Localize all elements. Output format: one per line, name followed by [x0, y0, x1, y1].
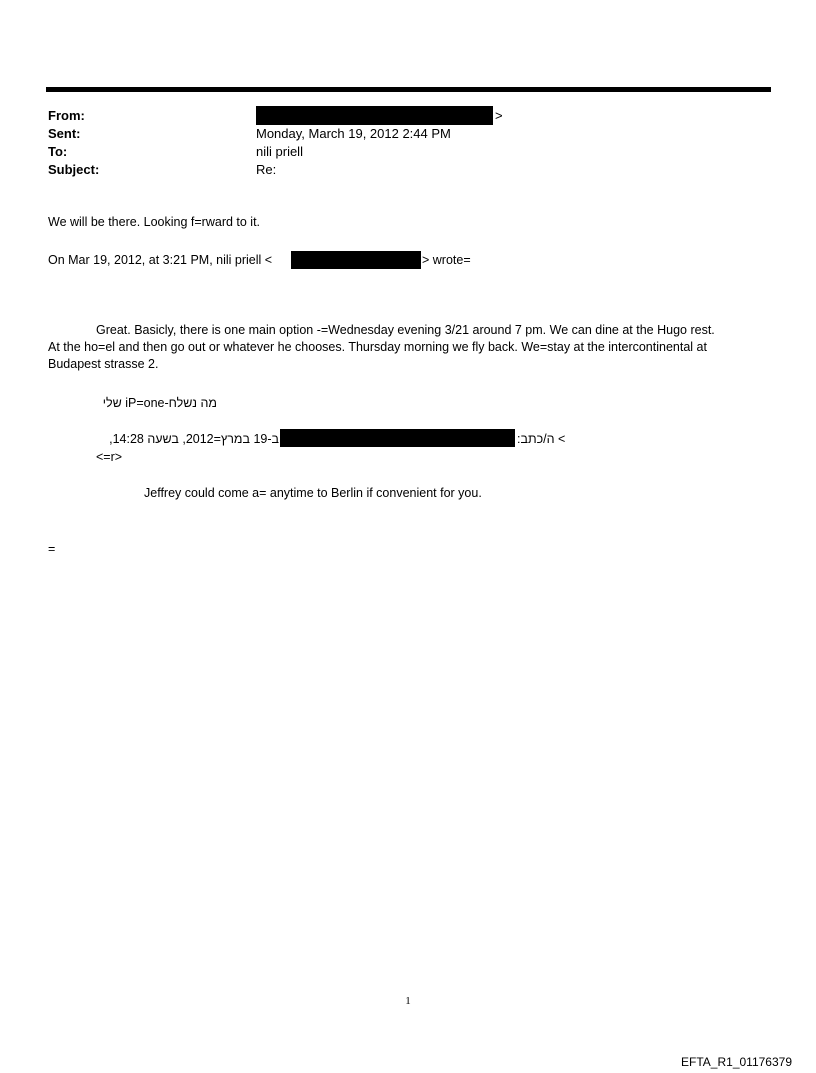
reply-line: We will be there. Looking f=rward to it.	[48, 215, 261, 229]
sent-value: Monday, March 19, 2012 2:44 PM	[256, 126, 451, 141]
main-para-line1: Great. Basicly, there is one main option -=Wednesday evening 3/21 around 7 pm. We can dine at the Hugo rest.	[96, 323, 715, 337]
subject-value: Re:	[256, 162, 277, 177]
quote-intro-prefix: On Mar 19, 2012, at 3:21 PM, nili priell <	[48, 253, 273, 267]
hebrew-intro-right: > ה/כתב:	[517, 432, 566, 446]
sent-label: Sent:	[48, 126, 81, 141]
inner-quote: Jeffrey could come a= anytime to Berlin if convenient for you.	[144, 486, 482, 500]
redacted-hebrew-email	[280, 429, 515, 447]
page-number: 1	[405, 995, 411, 1007]
header-rule	[46, 87, 771, 92]
redacted-from-address	[256, 106, 493, 125]
to-label: To:	[48, 144, 68, 159]
to-value: nili priell	[256, 144, 303, 159]
br-line: <=r>	[96, 450, 123, 464]
main-paragraph	[48, 322, 773, 373]
from-suffix: >	[495, 108, 503, 123]
main-para-line2: At the ho=el and then go out or whatever he chooses. Thursday morning we fly back. We=stay at the intercontinental at	[48, 340, 707, 354]
signature-hebrew: מה נשלח-iP=one שלי	[102, 396, 217, 410]
hebrew-intro-left: ב-19 במרץ=2012, בשעה 14:28,	[109, 432, 279, 446]
document-id: EFTA_R1_01176379	[681, 1055, 792, 1069]
quote-intro-suffix: > wrote=	[422, 253, 471, 267]
trailing-marker: =	[48, 542, 56, 556]
subject-label: Subject:	[48, 162, 100, 177]
redacted-quote-email	[291, 251, 421, 269]
from-label: From:	[48, 108, 85, 123]
main-para-line3: Budapest strasse 2.	[48, 357, 159, 371]
